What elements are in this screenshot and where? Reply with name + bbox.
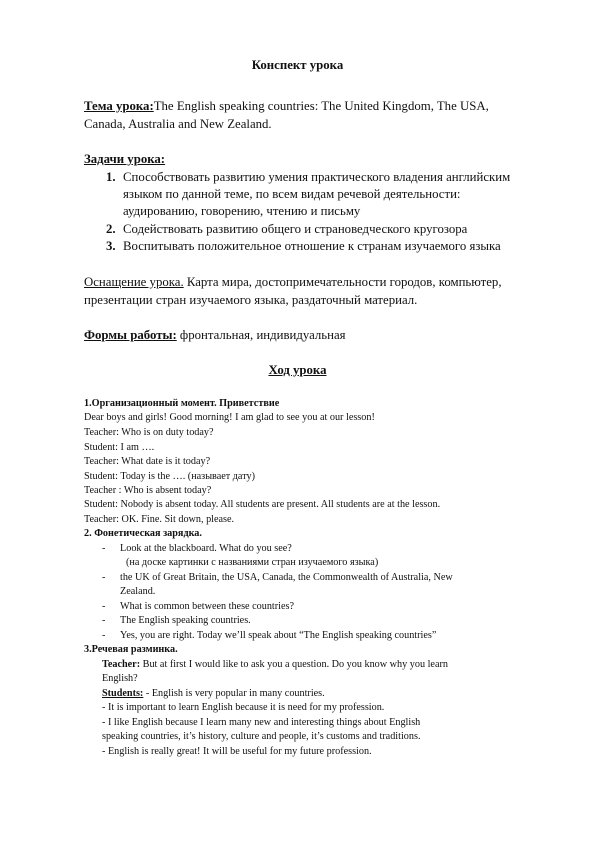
topic-line-1 (84, 98, 489, 114)
teacher-text: But at first I would like to ask you a question. Do you know why you learn (140, 659, 448, 670)
list-item: (на доске картинки с названиями стран изучаемого языка) (126, 557, 379, 568)
list-dash: - (102, 615, 106, 626)
list-dash: - (102, 601, 106, 612)
dialogue-line: Teacher: Who is on duty today? (84, 427, 214, 438)
equipment-label: Оснащение урока. (84, 275, 184, 289)
list-dash: - (102, 572, 106, 583)
answer-line: speaking countries, it’s history, culture and people, it’s customs and traditions. (102, 731, 421, 742)
list-item: Yes, you are right. Today we’ll speak about “The English speaking countries” (120, 630, 437, 641)
task-text: языком по данной теме, по всем видам речевой деятельности: (123, 187, 461, 201)
dialogue-line: Student: Today is the …. (называет дату) (84, 471, 255, 482)
dialogue-line: Student: I am …. (84, 442, 155, 453)
dialogue-line: Dear boys and girls! Good morning! I am glad to see you at our lesson! (84, 412, 375, 423)
task-number: 3. (106, 239, 116, 253)
task-text: Способствовать развитию умения практического владения английским (123, 170, 511, 184)
list-item: the UK of Great Britain, the USA, Canada, the Commonwealth of Australia, New (120, 572, 453, 583)
dialogue-line: Teacher : Who is absent today? (84, 485, 212, 496)
dialogue-line: Teacher: OK. Fine. Sit down, please. (84, 514, 235, 525)
topic-label: Тема урока: (84, 99, 154, 113)
topic-text-1: The English speaking countries: The United Kingdom, The USA, (153, 99, 489, 113)
page-title: Конспект урока (251, 58, 344, 72)
list-item: The English speaking countries. (120, 615, 251, 626)
task-text: Содействовать развитию общего и страноведческого кругозора (123, 222, 468, 236)
forms-text: фронтальная, индивидуальная (176, 328, 346, 342)
task-text: аудированию, говорению, чтению и письму (123, 204, 361, 218)
teacher-line-1 (102, 658, 448, 671)
section-1-heading: 1.Организационный момент. Приветствие (84, 398, 280, 409)
task-number: 2. (106, 222, 116, 236)
teacher-label: Teacher: (102, 659, 141, 670)
dialogue-line: Teacher: What date is it today? (84, 456, 211, 467)
list-dash: - (102, 543, 106, 554)
answer-line: - English is really great! It will be useful for my future profession. (102, 746, 372, 757)
task-text: Воспитывать положительное отношение к странам изучаемого языка (123, 239, 501, 253)
section-2-heading: 2. Фонетическая зарядка. (84, 528, 202, 539)
list-item: What is common between these countries? (120, 601, 294, 612)
section-3-heading: 3.Речевая разминка. (84, 644, 178, 655)
forms-line (84, 327, 346, 343)
equipment-text-2: презентации стран изучаемого языка, раздаточный материал. (84, 293, 418, 307)
tasks-label: Задачи урока: (84, 152, 166, 166)
answer-line: - It is important to learn English because it is need for my profession. (102, 702, 385, 713)
answer-line: - I like English because I learn many new and interesting things about English (102, 717, 421, 728)
equipment-line-1 (84, 274, 502, 290)
list-dash: - (102, 630, 106, 641)
list-item: Zealand. (120, 586, 156, 597)
equipment-text-1: Карта мира, достопримечательности городов, компьютер, (183, 275, 502, 289)
task-number: 1. (106, 170, 116, 184)
students-text: - English is very popular in many countries. (143, 688, 325, 699)
topic-text-2: Canada, Australia and New Zealand. (84, 117, 272, 131)
students-line-1 (102, 687, 325, 700)
teacher-text-2: English? (102, 673, 138, 684)
lesson-heading: Ход урока (268, 363, 327, 377)
students-label: Students: (102, 688, 144, 699)
forms-label: Формы работы: (84, 328, 177, 342)
dialogue-line: Student: Nobody is absent today. All students are present. All students are at the lesson. (84, 499, 441, 510)
list-item: Look at the blackboard. What do you see? (120, 543, 292, 554)
